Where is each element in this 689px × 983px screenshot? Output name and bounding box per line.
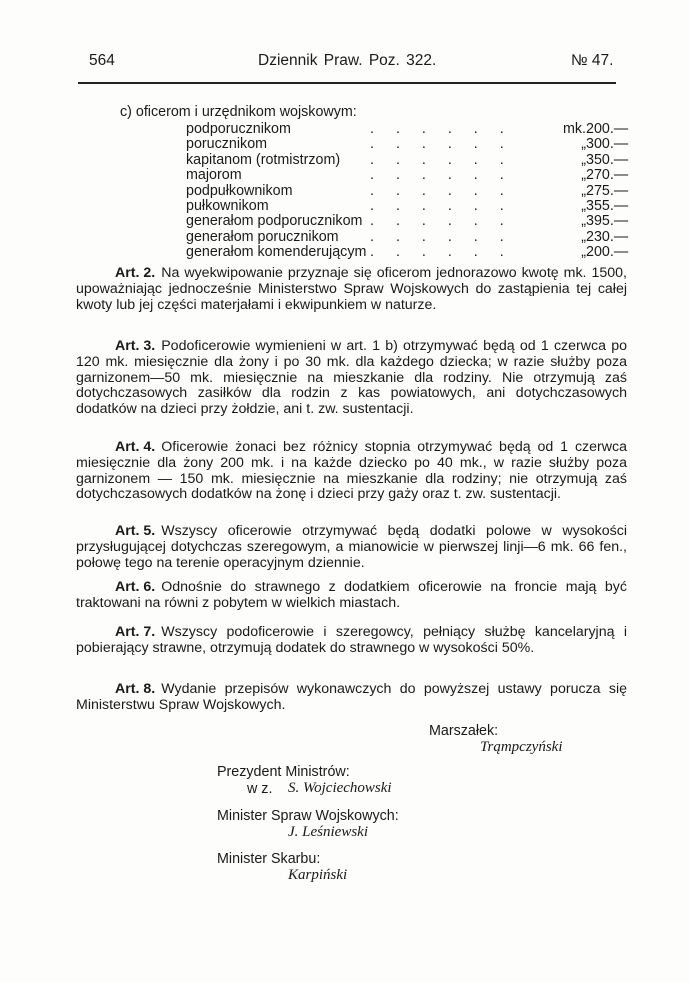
article-text: Oficerowie żonaci bez różnicy stopnia otrzymywać będą od 1 czerwca miesięcznie dla żony 200 mk. i na każde dziecko po 40 mk., w razie służby poza garnizonem — 150 mk. miesięcznie na mieszkanie dla rodziny; nie otrzymują zaś dotychczasowych dodatków na żonę i dzieci przy gaży oraz t. zw. sustentacji. xyxy=(76,439,627,503)
salary-amount: 275.— xyxy=(586,182,629,199)
salary-amount: 300.— xyxy=(586,136,629,153)
salary-currency: „ xyxy=(581,167,586,184)
article-text: Podoficerowie wymienieni w art. 1 b) otrzymywać będą od 1 czerwca po 120 mk. miesięcznie dla żony i po 30 mk. dla każdego dziecka; w razie służby poza garnizonem—50 mk. miesięcznie na mieszkanie dla rodziny. Nie otrzymują zaś dotychczasowych zasiłków dla rodzin z kas powiatowych, ani dotychczasowych dodatków na dzieci przy żołdzie, ani t. zw. sustentacji. xyxy=(76,338,627,418)
article-heading: Art. 4. xyxy=(115,439,156,455)
article-text: Wszyscy oficerowie otrzymywać będą dodatki polowe w wysokości przysługującej dotychczas szeregowym, a mianowicie w pierwszej linji—6 mk. 66 fen., połowę tego na terenie operacyjnym dziennie. xyxy=(76,523,627,571)
premier-title: Prezydent Ministrów: xyxy=(217,764,350,780)
page-number: 564 xyxy=(89,52,115,69)
article-heading: Art. 8. xyxy=(115,681,156,697)
salary-currency: „ xyxy=(581,213,586,230)
salary-currency: „ xyxy=(581,198,586,214)
journal-title: Dziennik Praw. Poz. 322. xyxy=(258,52,437,69)
salary-currency: mk. xyxy=(562,121,586,137)
war-minister-name: J. Leśniewski xyxy=(288,824,368,840)
leader-dots: . . . . . . xyxy=(370,213,504,230)
salary-currency: „ xyxy=(581,151,586,168)
salary-amount: 270.— xyxy=(586,167,629,184)
leader-dots: . . . . . . xyxy=(370,136,504,153)
article-3 xyxy=(76,339,627,418)
article-5 xyxy=(76,524,627,571)
issue-number: № 47. xyxy=(571,52,614,69)
salary-rank: porucznikom xyxy=(186,136,268,153)
salary-amount: 395.— xyxy=(586,213,629,230)
war-minister-title: Minister Spraw Wojskowych: xyxy=(217,808,399,824)
leader-dots: . . . . . . xyxy=(370,121,504,137)
article-text: Wydanie przepisów wykonawczych do powyższej ustawy porucza się Ministerstwu Spraw Wojskowych. xyxy=(76,681,627,713)
salary-rank: pułkownikom xyxy=(186,198,269,214)
leader-dots: . . . . . . xyxy=(370,151,504,168)
salary-rank: podporucznikom xyxy=(186,121,291,137)
article-heading: Art. 7. xyxy=(115,624,156,640)
leader-dots: . . . . . . xyxy=(370,244,504,261)
salary-currency: „ xyxy=(581,228,586,245)
header-rule xyxy=(78,82,616,84)
salary-currency: „ xyxy=(581,244,586,261)
premier-name: S. Wojciechowski xyxy=(288,780,392,796)
treasury-minister-name: Karpiński xyxy=(288,867,348,883)
leader-dots: . . . . . . xyxy=(370,198,504,214)
salary-amount: 350.— xyxy=(586,151,629,168)
article-4 xyxy=(76,440,627,503)
salary-currency: „ xyxy=(581,136,586,153)
article-8 xyxy=(76,682,627,714)
salary-amount: 230.— xyxy=(586,228,629,245)
leader-dots: . . . . . . xyxy=(370,167,504,184)
article-heading: Art. 2. xyxy=(115,265,156,281)
salary-rank: podpułkownikom xyxy=(186,182,293,199)
salary-amount: 200.— xyxy=(586,121,629,137)
article-2 xyxy=(76,266,627,313)
salary-rank: generałom podporucznikom xyxy=(186,213,363,230)
salary-amount: 355.— xyxy=(586,198,629,214)
marszalek-name: Trąmpczyński xyxy=(480,739,563,755)
article-heading: Art. 3. xyxy=(115,338,156,354)
article-7 xyxy=(76,625,627,657)
salary-rank: generałom komenderującym xyxy=(186,244,367,261)
salary-intro: c) oficerom i urzędnikom wojskowym: xyxy=(120,104,357,120)
article-text: Wszyscy podoficerowie i szeregowcy, pełniący służbę kancelaryjną i pobierający strawne, otrzymują dodatek do strawnego w wysokości 50%. xyxy=(76,624,627,656)
article-text: Odnośnie do strawnego z dodatkiem oficerowie na froncie mają być traktowani na równi z pobytem w wielkich miastach. xyxy=(76,579,627,611)
treasury-minister-title: Minister Skarbu: xyxy=(217,851,321,867)
salary-rank: majorom xyxy=(186,167,242,184)
salary-currency: „ xyxy=(581,182,586,199)
article-6 xyxy=(76,580,627,612)
premier-name-prefix: w z. xyxy=(247,781,273,797)
salary-rank: generałom porucznikom xyxy=(186,228,339,245)
marszalek-title: Marszałek: xyxy=(429,723,499,739)
leader-dots: . . . . . . xyxy=(370,182,504,199)
article-heading: Art. 5. xyxy=(115,523,156,539)
leader-dots: . . . . . . xyxy=(370,228,504,245)
article-heading: Art. 6. xyxy=(115,579,156,595)
salary-rank: kapitanom (rotmistrzom) xyxy=(186,151,341,168)
salary-amount: 200.— xyxy=(586,244,629,261)
article-text: Na wyekwipowanie przyznaje się oficerom jednorazowo kwotę mk. 1500, upoważniając jednocześnie Ministerstwo Spraw Wojskowych do zastąpienia tej całej kwoty lub jej części materjałami i ekwipunkiem w naturze. xyxy=(76,265,627,313)
